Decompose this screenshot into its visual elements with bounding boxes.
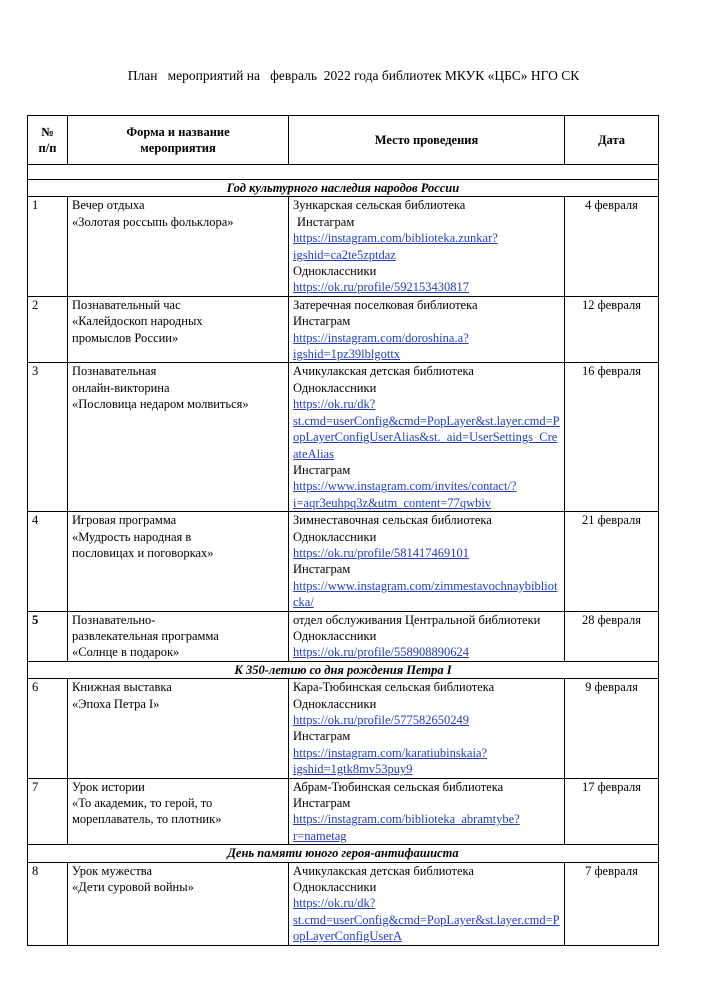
event-place-line: Зункарская сельская библиотека	[293, 198, 466, 213]
events-table	[27, 115, 659, 946]
event-date: 16 февраля	[565, 363, 659, 512]
event-link[interactable]: https://instagram.com/karatiubinskaia?igshid=1gtk8mv53puy9	[293, 745, 488, 777]
section-row	[28, 845, 659, 862]
event-form-line: Вечер отдыха	[72, 198, 145, 213]
event-form-line: «То академик, то герой, то	[72, 796, 213, 811]
event-form	[68, 611, 289, 661]
event-form-line: онлайн-викторина	[72, 380, 170, 395]
event-form	[68, 778, 289, 845]
event-place-line: Инстаграм	[293, 729, 351, 744]
event-link[interactable]: https://ok.ru/dk?st.cmd=userConfig&cmd=PopLayer&st.layer.cmd=PopLayerConfigUserAlias&st._aid=UserSettings_CreateAlias	[293, 397, 560, 461]
event-link[interactable]: https://instagram.com/doroshina.a?igshid=1pz39lblgottx	[293, 330, 469, 362]
row-number: 7	[28, 778, 68, 845]
event-date: 28 февраля	[565, 611, 659, 661]
table-row	[28, 778, 659, 845]
table-row	[28, 363, 659, 512]
event-place-line: Ачикулакская детская библиотека	[293, 863, 474, 878]
table-row	[28, 512, 659, 611]
section-row	[28, 180, 659, 197]
event-form-line: Урок мужества	[72, 863, 153, 878]
event-place-line: Инстаграм	[297, 214, 355, 229]
event-link[interactable]: https://ok.ru/profile/577582650249	[293, 713, 470, 727]
row-number: 2	[28, 296, 68, 363]
row-number: 3	[28, 363, 68, 512]
event-form	[68, 512, 289, 611]
event-form	[68, 862, 289, 945]
event-place-line: Абрам-Тюбинская сельская библиотека	[293, 779, 504, 794]
event-place	[289, 363, 565, 512]
event-place-line: Инстаграм	[293, 314, 351, 329]
header-date: Дата	[565, 116, 659, 165]
event-form-line: мореплаватель, то плотник»	[72, 812, 222, 827]
event-form-line: «Калейдоскоп народных	[72, 314, 203, 329]
header-form	[68, 116, 289, 165]
event-link[interactable]: https://ok.ru/profile/592153430817	[293, 280, 470, 295]
event-date: 12 февраля	[565, 296, 659, 363]
event-form-line: «Пословица недаром молвиться»	[72, 397, 249, 412]
event-form-line: Книжная выставка	[72, 680, 172, 695]
spacer-row	[28, 165, 659, 180]
event-place-line: Одноклассники	[293, 380, 377, 395]
section-title: Год культурного наследия народов России	[28, 180, 659, 197]
event-link[interactable]: https://instagram.com/biblioteka.zunkar?igshid=ca2te5zptdaz	[293, 231, 498, 262]
event-link[interactable]: https://www.instagram.com/zimmestavochnaybibliotcka/	[293, 578, 558, 610]
table-row	[28, 197, 659, 296]
event-form	[68, 197, 289, 296]
event-form-line: «Мудрость народная в	[72, 529, 192, 544]
event-form-line: «Солнце в подарок»	[72, 645, 180, 660]
document-title: План мероприятий на февраль 2022 года библиотек МКУК «ЦБС» НГО СК	[127, 68, 580, 83]
event-place-line: Одноклассники	[293, 880, 377, 895]
event-place-line: отдел обслуживания Центральной библиотеки	[293, 612, 541, 627]
event-form-line: Игровая программа	[72, 513, 177, 528]
event-form-line: «Золотая россыпь фольклора»	[72, 214, 234, 229]
event-form	[68, 296, 289, 363]
event-date: 7 февраля	[565, 862, 659, 945]
event-form-line: пословицах и поговорках»	[72, 545, 214, 560]
event-place-line: Одноклассники	[293, 628, 377, 643]
row-number: 1	[28, 197, 68, 296]
event-link[interactable]: https://instagram.com/biblioteka_abramtybe?r=nametag	[293, 812, 520, 843]
event-date: 17 февраля	[565, 778, 659, 845]
event-place	[289, 679, 565, 778]
table-row	[28, 296, 659, 363]
event-place	[289, 512, 565, 611]
section-title: К 350-летию со дня рождения Петра I	[28, 661, 659, 678]
event-place-line: Ачикулакская детская библиотека	[293, 364, 474, 379]
event-form-line: «Дети суровой войны»	[72, 880, 194, 895]
header-num-line: №	[41, 124, 54, 139]
event-form-line: Познавательная	[72, 364, 157, 379]
event-form-line: промыслов России»	[72, 330, 179, 345]
header-num	[28, 116, 68, 165]
event-date: 9 февраля	[565, 679, 659, 778]
row-number: 8	[28, 862, 68, 945]
section-row	[28, 661, 659, 678]
row-number: 5	[28, 611, 68, 661]
event-link[interactable]: https://ok.ru/profile/558908890624	[293, 645, 470, 660]
event-place-line: Зимнеставочная сельская библиотека	[293, 513, 492, 528]
spacer-cell	[28, 165, 659, 180]
event-form-line: Урок истории	[72, 779, 145, 794]
event-form-line: Познавательно-	[72, 612, 156, 627]
table-row	[28, 611, 659, 661]
event-place-line: Кара-Тюбинская сельская библиотека	[293, 680, 495, 695]
event-form	[68, 679, 289, 778]
table-row	[28, 862, 659, 945]
event-form-line: Познавательный час	[72, 297, 181, 312]
row-number: 4	[28, 512, 68, 611]
event-place-line: Одноклассники	[293, 264, 377, 279]
event-date: 4 февраля	[565, 197, 659, 296]
event-place-line: Инстаграм	[293, 462, 351, 477]
event-place	[289, 778, 565, 845]
event-place-line: Одноклассники	[293, 529, 377, 544]
table-row	[28, 679, 659, 778]
event-place	[289, 862, 565, 945]
event-form-line: развлекательная программа	[72, 628, 219, 643]
event-place	[289, 611, 565, 661]
event-date: 21 февраля	[565, 512, 659, 611]
event-place-line: Инстаграм	[293, 796, 351, 811]
header-form-line: мероприятия	[140, 141, 216, 155]
event-form-line: «Эпоха Петра I»	[72, 696, 160, 711]
event-place-line: Одноклассники	[293, 696, 377, 711]
event-form	[68, 363, 289, 512]
header-num-line: п/п	[38, 141, 57, 155]
event-place-line: Инстаграм	[293, 562, 351, 577]
row-number: 6	[28, 679, 68, 778]
header-place: Место проведения	[289, 116, 565, 165]
event-place	[289, 296, 565, 363]
event-place-line: Затеречная поселковая библиотека	[293, 297, 478, 312]
event-link[interactable]: https://ok.ru/profile/581417469101	[293, 545, 470, 560]
event-place	[289, 197, 565, 296]
table-header-row	[28, 116, 659, 165]
event-link[interactable]: https://ok.ru/dk?st.cmd=userConfig&cmd=PopLayer&st.layer.cmd=PopLayerConfigUserA	[293, 896, 560, 944]
header-form-line: Форма и название	[126, 124, 230, 139]
section-title: День памяти юного героя-антифашиста	[28, 845, 659, 862]
event-link[interactable]: https://www.instagram.com/invites/contact/?i=aqr3euhpq3z&utm_content=77qwbiv	[293, 479, 517, 510]
